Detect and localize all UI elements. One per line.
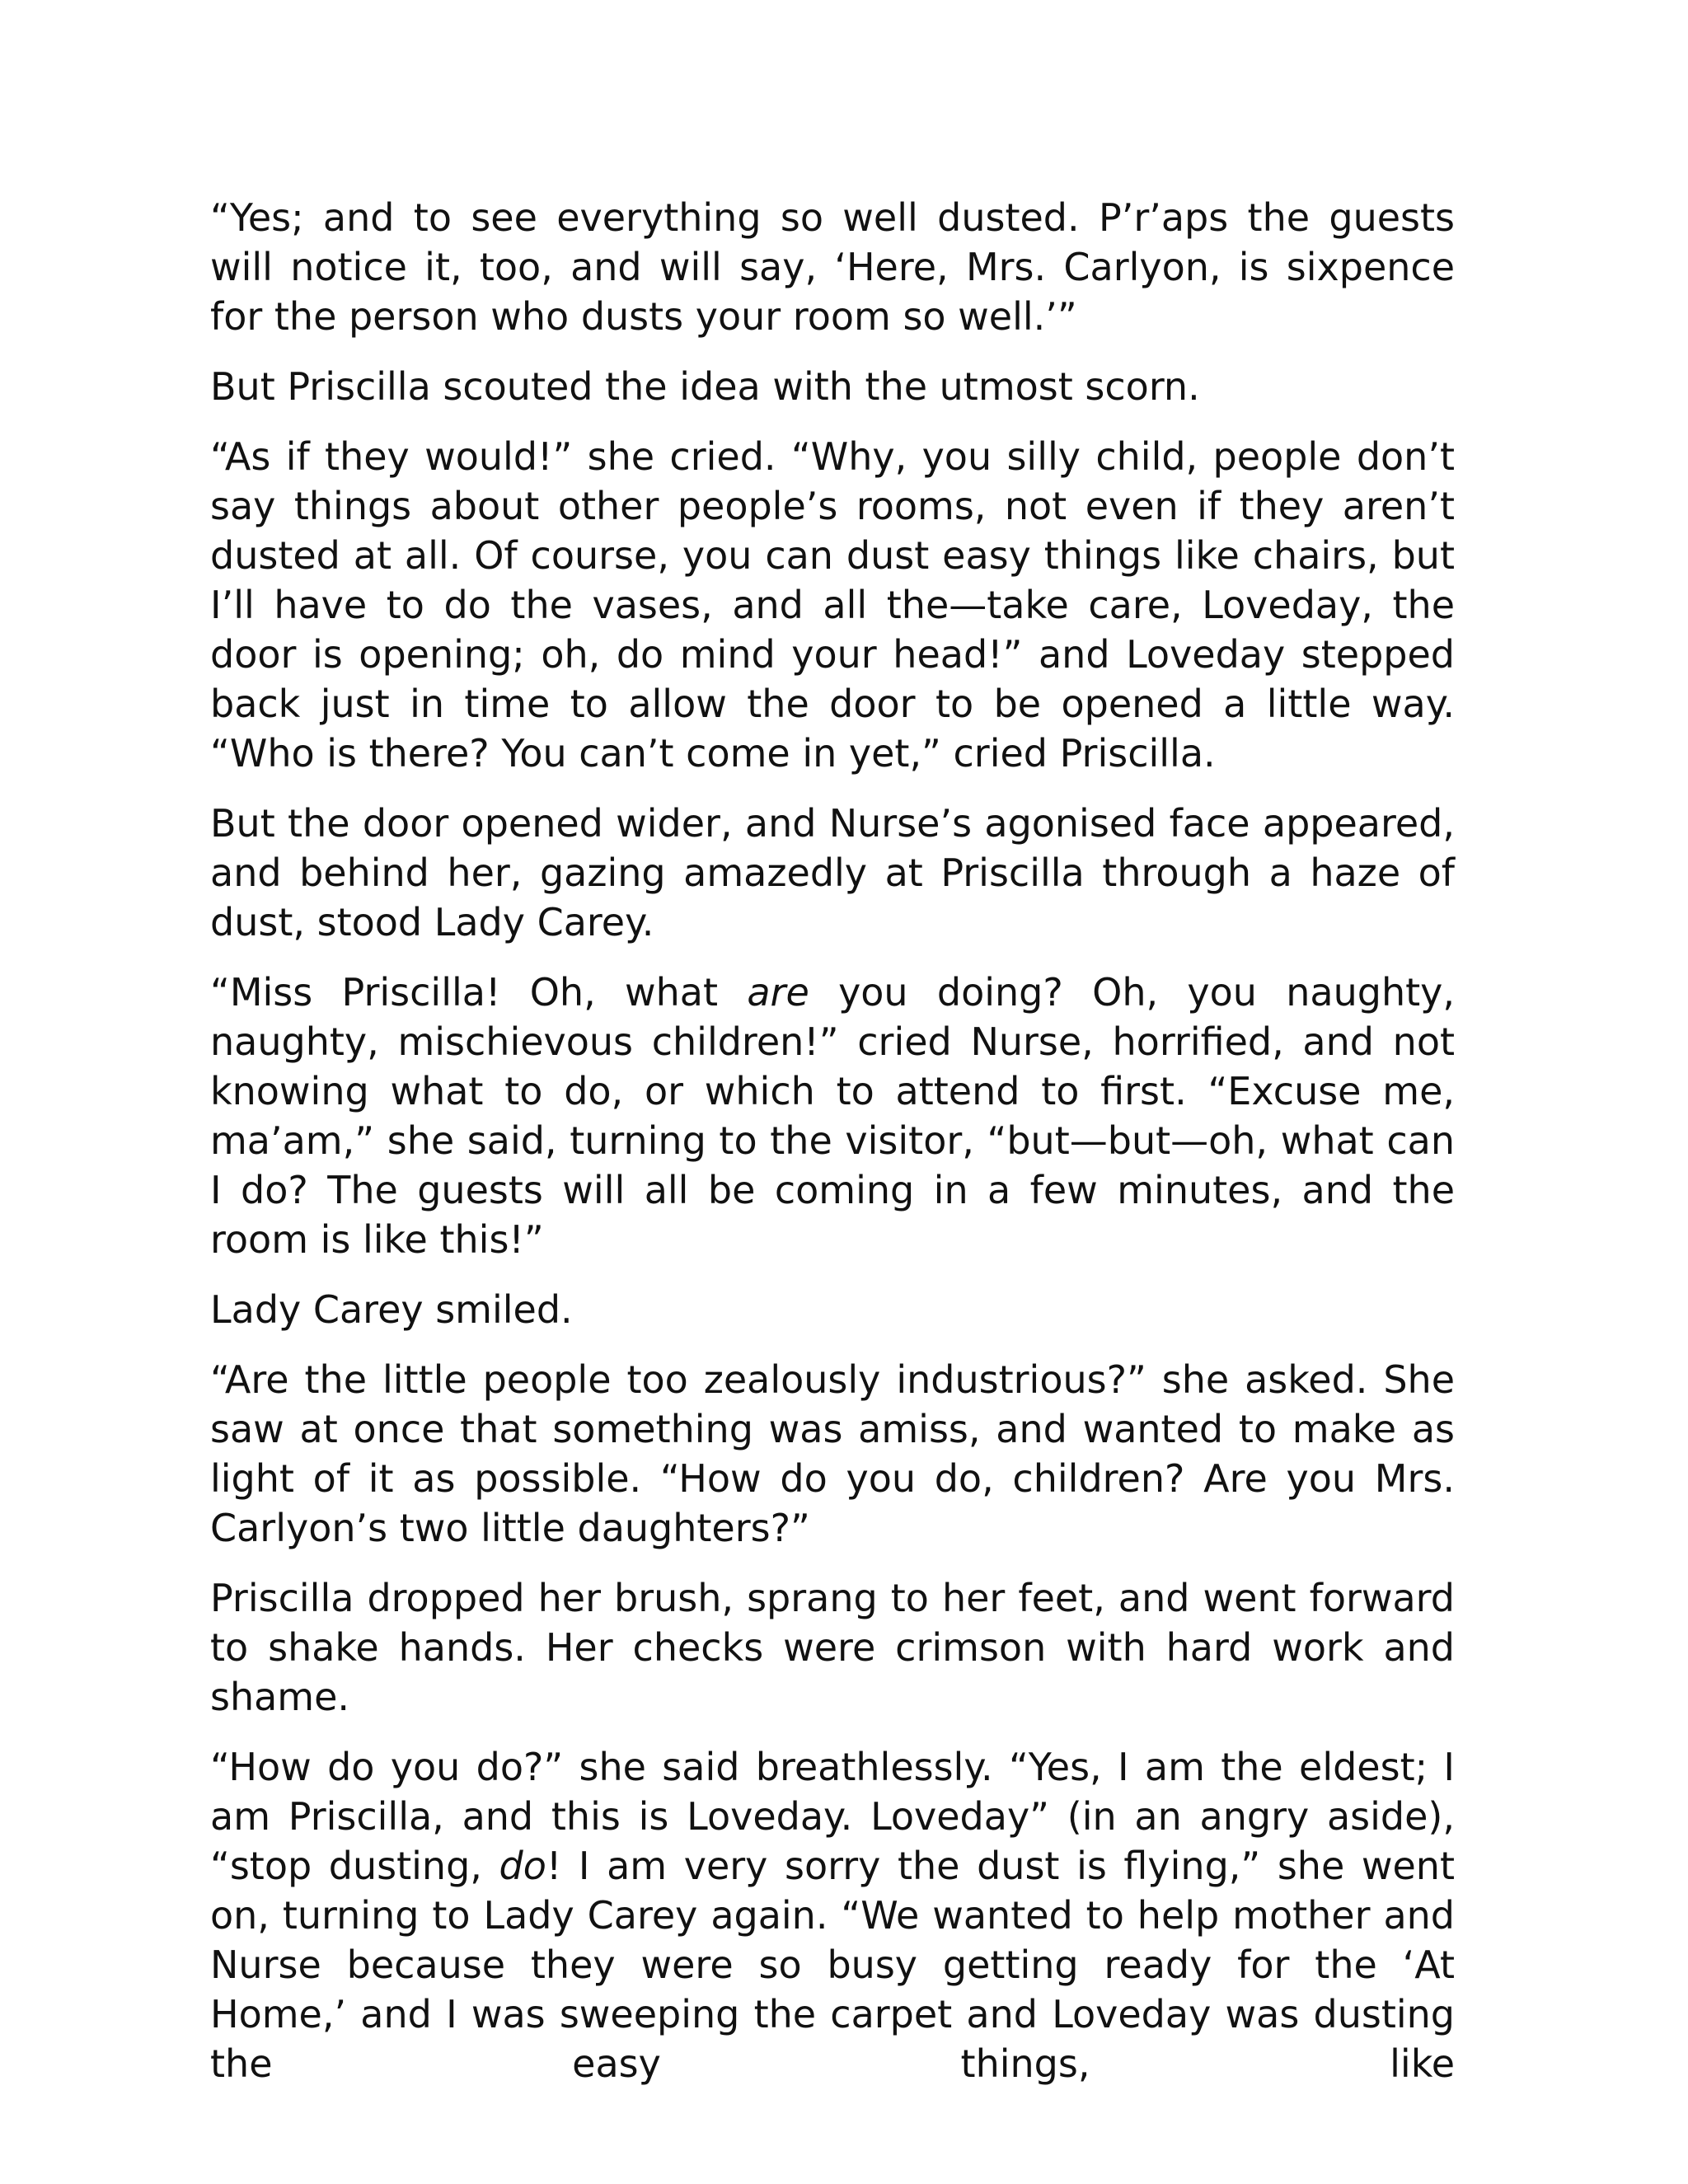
text-run: “Are the little people too zealously industrious?” she asked. She saw at once that something was amiss, and wanted to make as light of it as possible. “How do you do, children? Are you Mrs. Carlyon’s two little daughters?” bbox=[210, 1357, 1455, 1550]
text-run: ! I am very sorry the dust is flying,” she went on, turning to Lady Carey again. “We wanted to help mother and Nurse because they were so busy getting ready for the ‘At Home,’ and I was sweeping the carpet and Loveday was dusting the easy things, like bbox=[210, 1844, 1455, 2086]
paragraph bbox=[210, 1742, 1455, 2088]
paragraph bbox=[210, 432, 1455, 778]
paragraph bbox=[210, 968, 1455, 1264]
paragraph bbox=[210, 1285, 1455, 1334]
text-run: “Miss Priscilla! Oh, what bbox=[210, 970, 748, 1015]
text-run: Priscilla dropped her brush, sprang to her feet, and went forward to shake hands. Her checks were crimson with hard work and shame. bbox=[210, 1576, 1455, 1719]
paragraph bbox=[210, 1573, 1455, 1722]
paragraph bbox=[210, 193, 1455, 341]
paragraph bbox=[210, 362, 1455, 411]
text-run: you doing? Oh, you naughty, naughty, mischievous children!” cried Nurse, horrified, and not knowing what to do, or which to attend to first. “Excuse me, ma’am,” she said, turning to the visitor, “but—but—oh, what can I do? The guests will all be coming in a few minutes, and the room is like this!” bbox=[210, 970, 1455, 1262]
book-page bbox=[210, 193, 1455, 2088]
italic-text: are bbox=[747, 970, 809, 1015]
italic-text: do bbox=[499, 1844, 546, 1888]
text-run: “How do you do?” she said breathlessly. “Yes, I am the eldest; I am Priscilla, and this is Loveday. Loveday” (in an angry aside), “stop dusting, bbox=[210, 1745, 1455, 1888]
text-run: “Yes; and to see everything so well dusted. P’r’aps the guests will notice it, too, and will say, ‘Here, Mrs. Carlyon, is sixpence for the person who dusts your room so well.’” bbox=[210, 195, 1455, 339]
paragraph bbox=[210, 1355, 1455, 1553]
text-run: Lady Carey smiled. bbox=[210, 1287, 573, 1332]
text-run: But Priscilla scouted the idea with the utmost scorn. bbox=[210, 364, 1200, 409]
text-run: But the door opened wider, and Nurse’s agonised face appeared, and behind her, gazing amazedly at Priscilla through a haze of dust, stood Lady Carey. bbox=[210, 801, 1455, 944]
paragraph bbox=[210, 799, 1455, 947]
text-run: “As if they would!” she cried. “Why, you silly child, people don’t say things about other people’s rooms, not even if they aren’t dusted at all. Of course, you can dust easy things like chairs, but I’ll have to do the vases, and all the—take care, Loveday, the door is opening; oh, do mind your head!” and Loveday stepped back just in time to allow the door to be opened a little way. “Who is there? You can’t come in yet,” cried Priscilla. bbox=[210, 434, 1455, 776]
